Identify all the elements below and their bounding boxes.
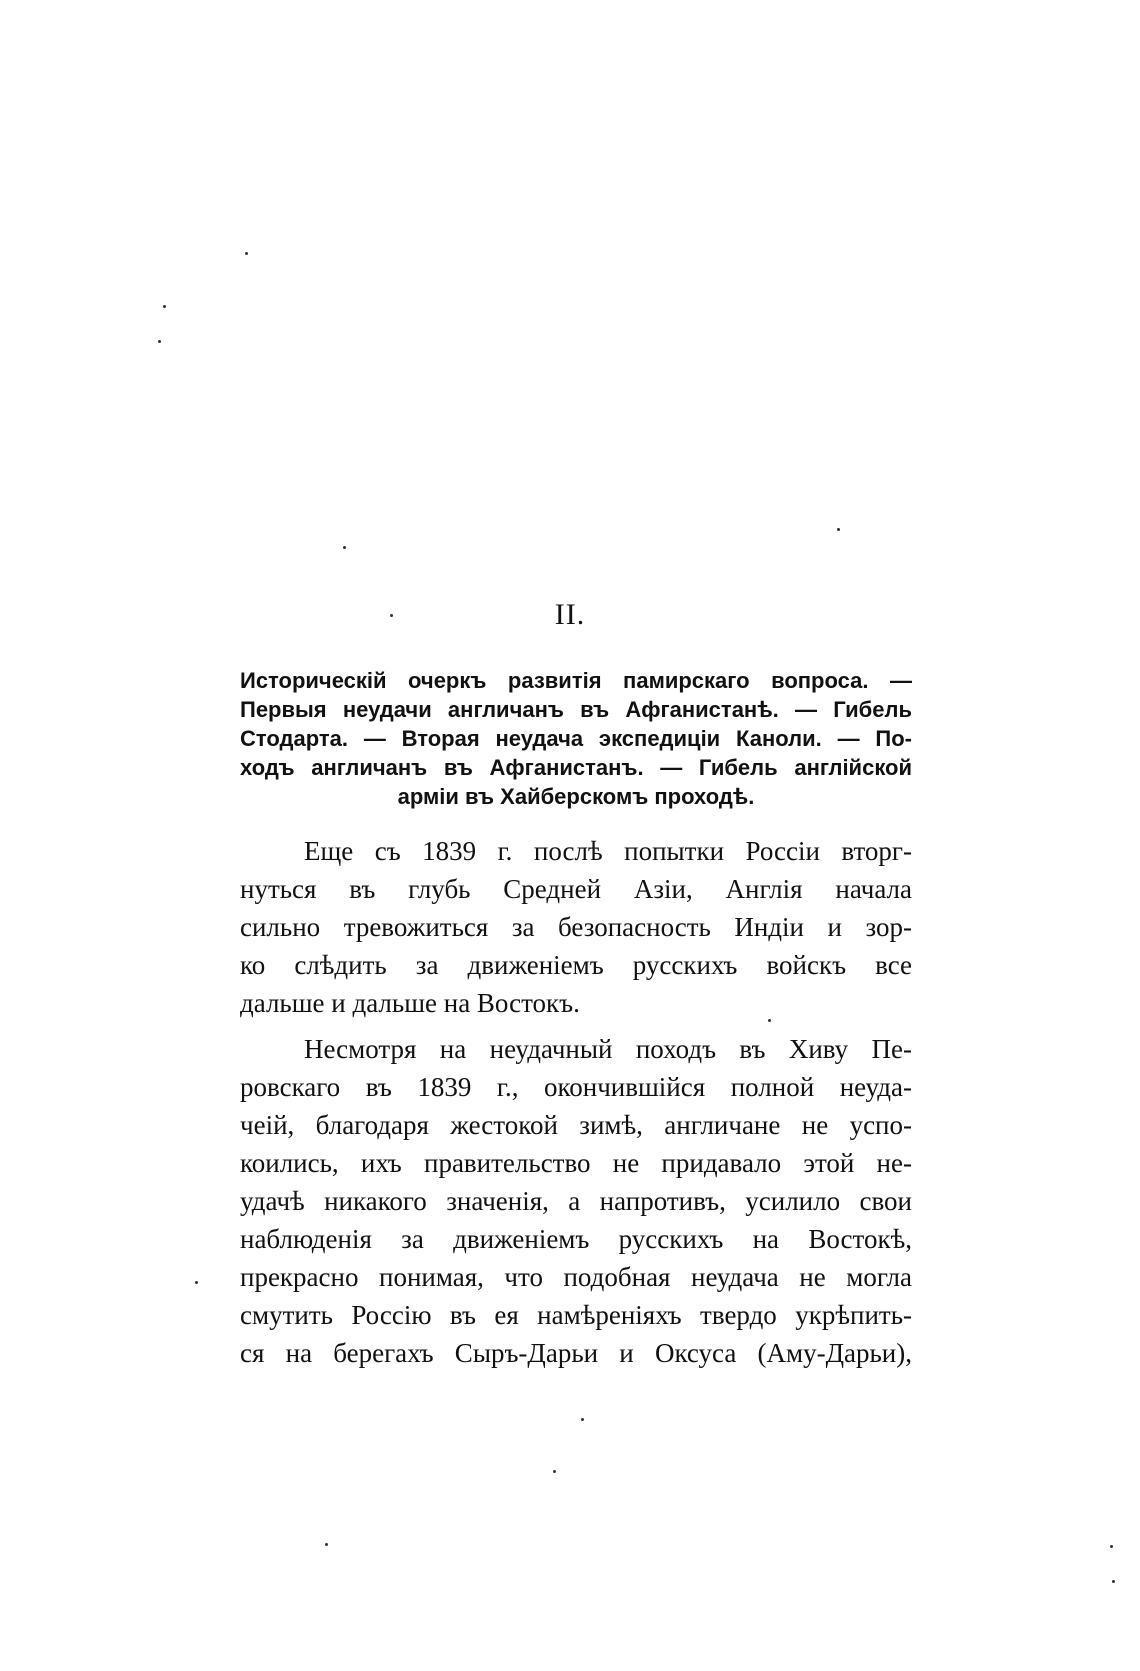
scan-speck	[245, 252, 248, 255]
text-line: дальше и дальше на Востокъ.	[240, 988, 580, 1018]
scan-speck	[325, 1543, 328, 1546]
paragraph-1	[240, 832, 912, 1022]
text-line: коились, ихъ правительство не придавало этой не-	[240, 1148, 912, 1178]
scan-speck	[163, 305, 166, 308]
scan-speck	[581, 1418, 584, 1421]
text-line: Несмотря на неудачный походъ въ Хиву Пе-	[304, 1034, 912, 1064]
scan-speck	[343, 546, 346, 549]
scan-speck	[158, 340, 161, 343]
text-line: смутить Россiю въ ея намѣренiяхъ твердо укрѣпить-	[240, 1300, 912, 1330]
text-line: ровскаго въ 1839 г., окончившiйся полной неуда-	[240, 1072, 912, 1102]
text-line: чеiй, благодаря жестокой зимѣ, англичане не успо-	[240, 1110, 912, 1140]
chapter-number: II.	[554, 598, 586, 631]
text-line: ся на берегахъ Сыръ-Дарьи и Оксуса (Аму-Дарьи),	[240, 1338, 912, 1368]
text-line: наблюденiя за движенiемъ русскихъ на Востокѣ,	[240, 1224, 912, 1254]
text-line: нуться въ глубь Средней Азiи, Англiя начала	[240, 874, 912, 904]
scan-speck	[195, 1281, 198, 1284]
scan-speck	[553, 1470, 556, 1473]
scan-speck	[1112, 1580, 1115, 1583]
summary-line: Стодарта. — Вторая неудача экспедицiи Каноли. — По-	[240, 726, 912, 751]
chapter-summary	[240, 666, 912, 811]
body-text	[240, 832, 912, 1372]
summary-line: Историческiй очеркъ развитiя памирскаго вопроса. —	[240, 668, 912, 693]
scan-speck	[1110, 1545, 1113, 1548]
scan-speck	[768, 1019, 771, 1022]
text-line: сильно тревожиться за безопасность Индiи и зор-	[240, 912, 912, 942]
summary-line: ходъ англичанъ въ Афганистанъ. — Гибель англiйской	[240, 755, 912, 780]
scan-speck	[390, 614, 393, 617]
paragraph-2	[240, 1030, 912, 1372]
summary-line: армiи въ Хайберскомъ проходѣ.	[397, 784, 755, 809]
text-line: прекрасно понимая, что подобная неудача не могла	[240, 1262, 912, 1292]
text-line: Еще съ 1839 г. послѣ попытки Россiи вторг-	[304, 836, 912, 866]
text-line: удачѣ никакого значенiя, а напротивъ, усилило свои	[240, 1186, 912, 1216]
scan-speck	[837, 528, 840, 531]
summary-line: Первыя неудачи англичанъ въ Афганистанѣ. — Гибель	[240, 697, 912, 722]
text-line: ко слѣдить за движенiемъ русскихъ войскъ все	[240, 950, 912, 980]
